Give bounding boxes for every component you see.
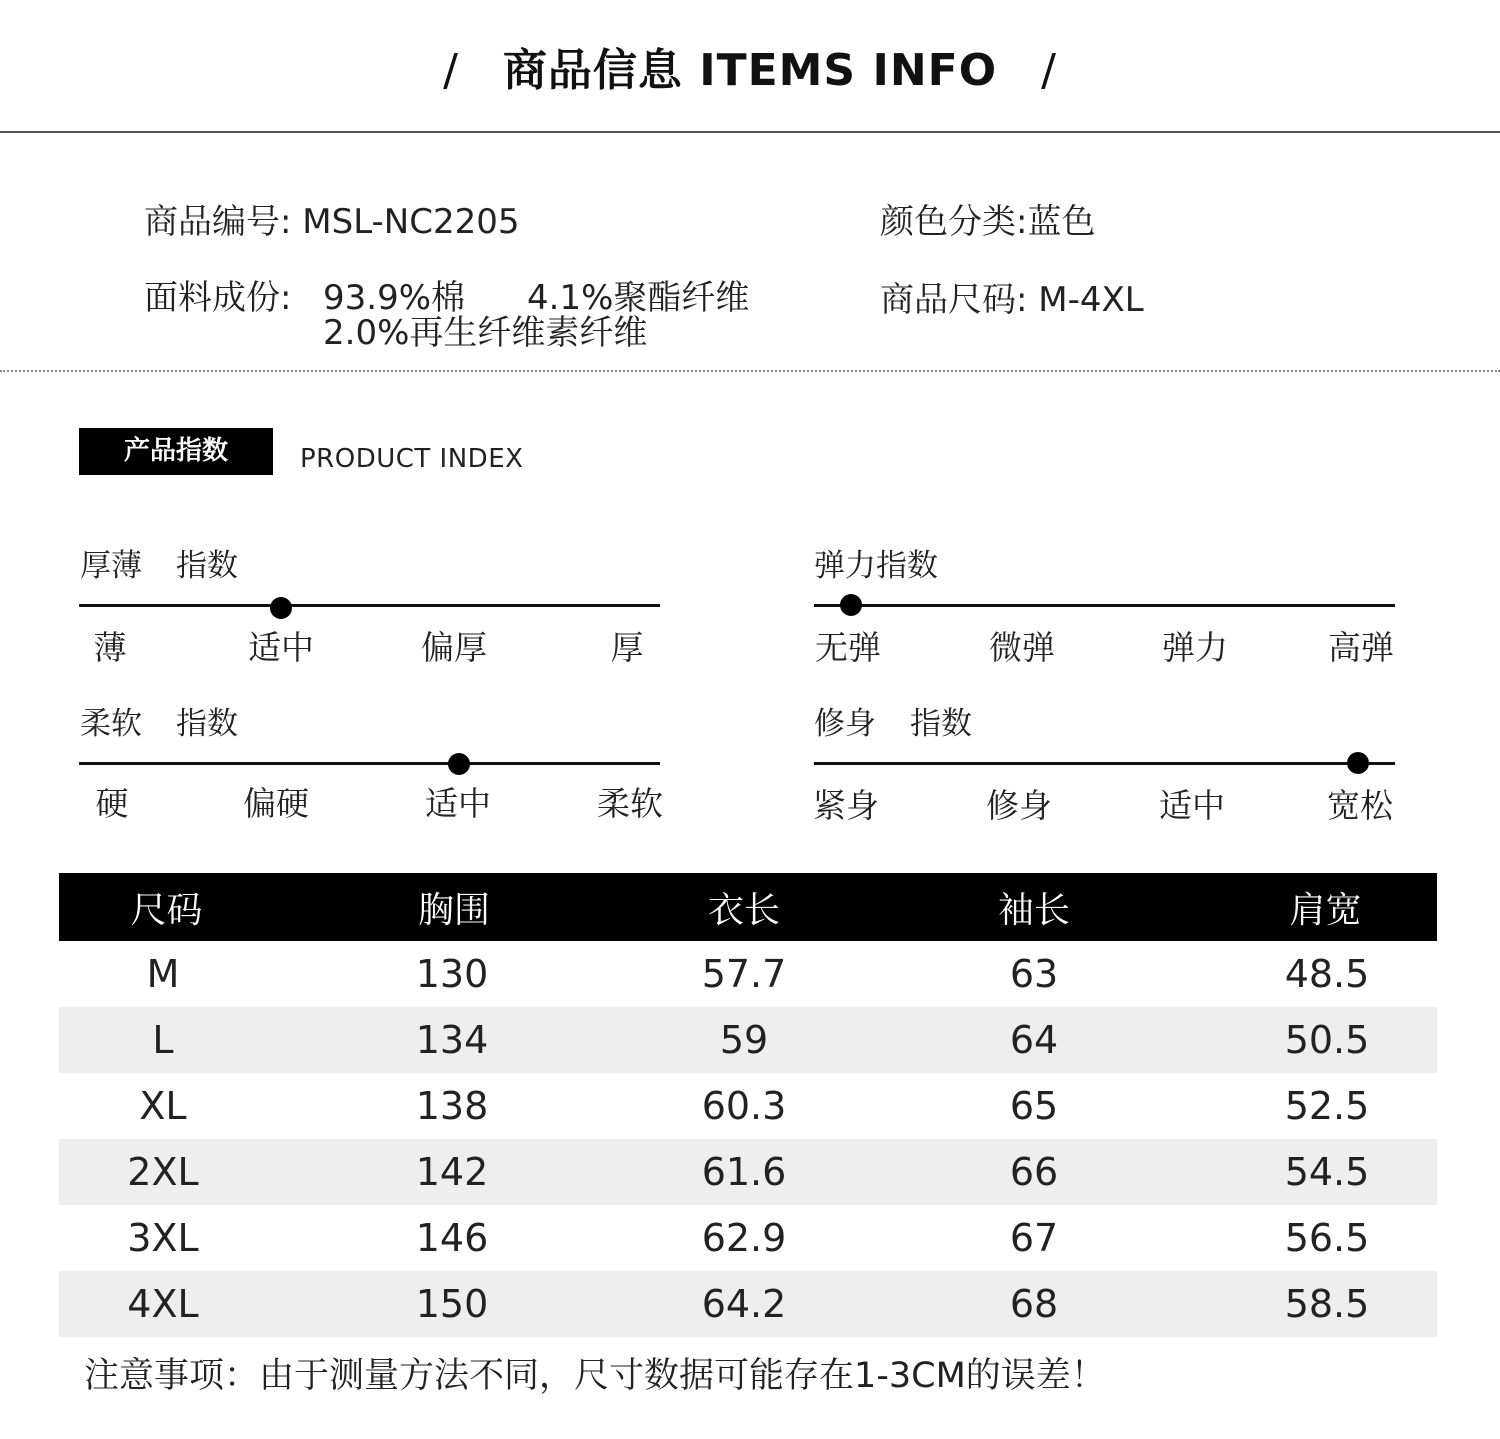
table-cell: 63	[1009, 952, 1059, 996]
thickness-label: 薄	[93, 628, 127, 667]
table-cell: 54.5	[1284, 1150, 1370, 1194]
info-divider	[0, 370, 1500, 372]
header-cell: 肩宽	[1289, 889, 1362, 931]
table-cell: M	[146, 952, 180, 996]
product-code	[144, 194, 520, 243]
table-cell: 58.5	[1284, 1282, 1370, 1326]
table-cell: 130	[415, 952, 489, 996]
softness-title-a: 柔软	[80, 706, 142, 742]
table-cell: 62.9	[701, 1216, 787, 1260]
table-cell: 150	[415, 1282, 489, 1326]
softness-label: 适中	[425, 784, 491, 823]
thickness-scale-track	[79, 604, 660, 607]
table-cell: 65	[1009, 1084, 1059, 1128]
table-cell: 60.3	[701, 1084, 787, 1128]
product-index-badge: 产品指数	[79, 428, 273, 475]
table-cell: 3XL	[127, 1216, 199, 1260]
table-cell: 68	[1009, 1282, 1059, 1326]
table-cell: 56.5	[1284, 1216, 1370, 1260]
table-row	[59, 1205, 1437, 1271]
table-cell: 52.5	[1284, 1084, 1370, 1128]
table-cell: 64	[1009, 1018, 1059, 1062]
title-text: 商品信息 ITEMS INFO	[502, 45, 998, 96]
color-label: 颜色分类:	[880, 202, 1028, 242]
product-size	[880, 272, 1144, 321]
table-cell: 48.5	[1284, 952, 1370, 996]
thickness-title-b: 指数	[176, 548, 238, 584]
thickness-label: 适中	[248, 628, 314, 667]
table-cell: 64.2	[701, 1282, 787, 1326]
thickness-scale-marker	[270, 597, 292, 619]
softness-label: 偏硬	[243, 784, 309, 823]
header-cell: 袖长	[997, 889, 1070, 931]
fabric-cotton: 93.9%棉	[323, 278, 466, 318]
size-label: 商品尺码:	[880, 280, 1028, 320]
header-divider	[0, 131, 1500, 133]
product-code-label: 商品编号:	[144, 202, 292, 242]
softness-title-b: 指数	[176, 706, 238, 742]
table-cell: 146	[415, 1216, 489, 1260]
measurement-note: 注意事项：由于测量方法不同，尺寸数据可能存在1-3CM的误差！	[84, 1356, 1106, 1396]
thickness-label: 偏厚	[421, 628, 487, 667]
table-cell: 57.7	[701, 952, 787, 996]
elasticity-scale-track	[814, 604, 1395, 607]
table-row	[59, 941, 1437, 1007]
elasticity-title-a: 弹力指数	[814, 548, 938, 584]
header-cell: 尺码	[130, 889, 203, 931]
table-row	[59, 1139, 1437, 1205]
color-category	[880, 194, 1095, 243]
fit-scale-title	[814, 698, 972, 743]
fit-title-a: 修身	[814, 706, 876, 742]
table-row	[59, 1073, 1437, 1139]
table-cell: 138	[415, 1084, 489, 1128]
size-value: M-4XL	[1038, 280, 1144, 320]
table-cell: 67	[1009, 1216, 1059, 1260]
elasticity-label: 无弹	[815, 628, 881, 667]
softness-scale-marker	[448, 753, 470, 775]
fabric-label: 面料成份:	[144, 278, 292, 318]
fit-scale-track	[814, 762, 1395, 765]
thickness-title-a: 厚薄	[80, 548, 142, 584]
size-table	[59, 873, 1437, 1337]
page-title	[0, 34, 1500, 98]
table-cell: 4XL	[127, 1282, 199, 1326]
title-slash-left: /	[443, 45, 459, 96]
thickness-label: 厚	[610, 628, 644, 667]
fit-scale-marker	[1347, 752, 1369, 774]
table-cell: L	[152, 1018, 174, 1062]
table-cell: 66	[1009, 1150, 1059, 1194]
table-row	[59, 1007, 1437, 1073]
table-cell: 59	[719, 1018, 769, 1062]
table-cell: XL	[139, 1084, 187, 1128]
fit-title-b: 指数	[910, 706, 972, 742]
header	[0, 0, 1500, 132]
size-table-header	[59, 873, 1437, 941]
softness-label: 柔软	[597, 784, 663, 823]
fit-label: 修身	[986, 786, 1052, 825]
product-code-value: MSL-NC2205	[302, 202, 520, 242]
fit-label: 宽松	[1327, 786, 1393, 825]
fabric-polyester: 4.1%聚酯纤维	[527, 278, 750, 318]
elasticity-label: 弹力	[1162, 628, 1228, 667]
title-slash-right: /	[1041, 45, 1057, 96]
table-cell: 50.5	[1284, 1018, 1370, 1062]
table-cell: 61.6	[701, 1150, 787, 1194]
elasticity-label: 高弹	[1328, 628, 1394, 667]
table-cell: 142	[415, 1150, 489, 1194]
table-row	[59, 1271, 1437, 1337]
fit-label: 紧身	[813, 786, 879, 825]
elasticity-scale-title	[814, 540, 938, 585]
elasticity-label: 微弹	[989, 628, 1055, 667]
thickness-scale-title	[80, 540, 238, 585]
fabric-regenerated: 2.0%再生纤维素纤维	[323, 313, 648, 353]
product-index-title: PRODUCT INDEX	[300, 444, 524, 474]
header-cell: 胸围	[417, 889, 490, 931]
fit-label: 适中	[1159, 786, 1225, 825]
table-cell: 2XL	[127, 1150, 199, 1194]
header-cell: 衣长	[707, 889, 780, 931]
softness-scale-title	[80, 698, 238, 743]
elasticity-scale-marker	[840, 594, 862, 616]
softness-scale-track	[79, 762, 660, 765]
table-cell: 134	[415, 1018, 489, 1062]
softness-label: 硬	[95, 784, 129, 823]
color-value: 蓝色	[1027, 202, 1096, 242]
